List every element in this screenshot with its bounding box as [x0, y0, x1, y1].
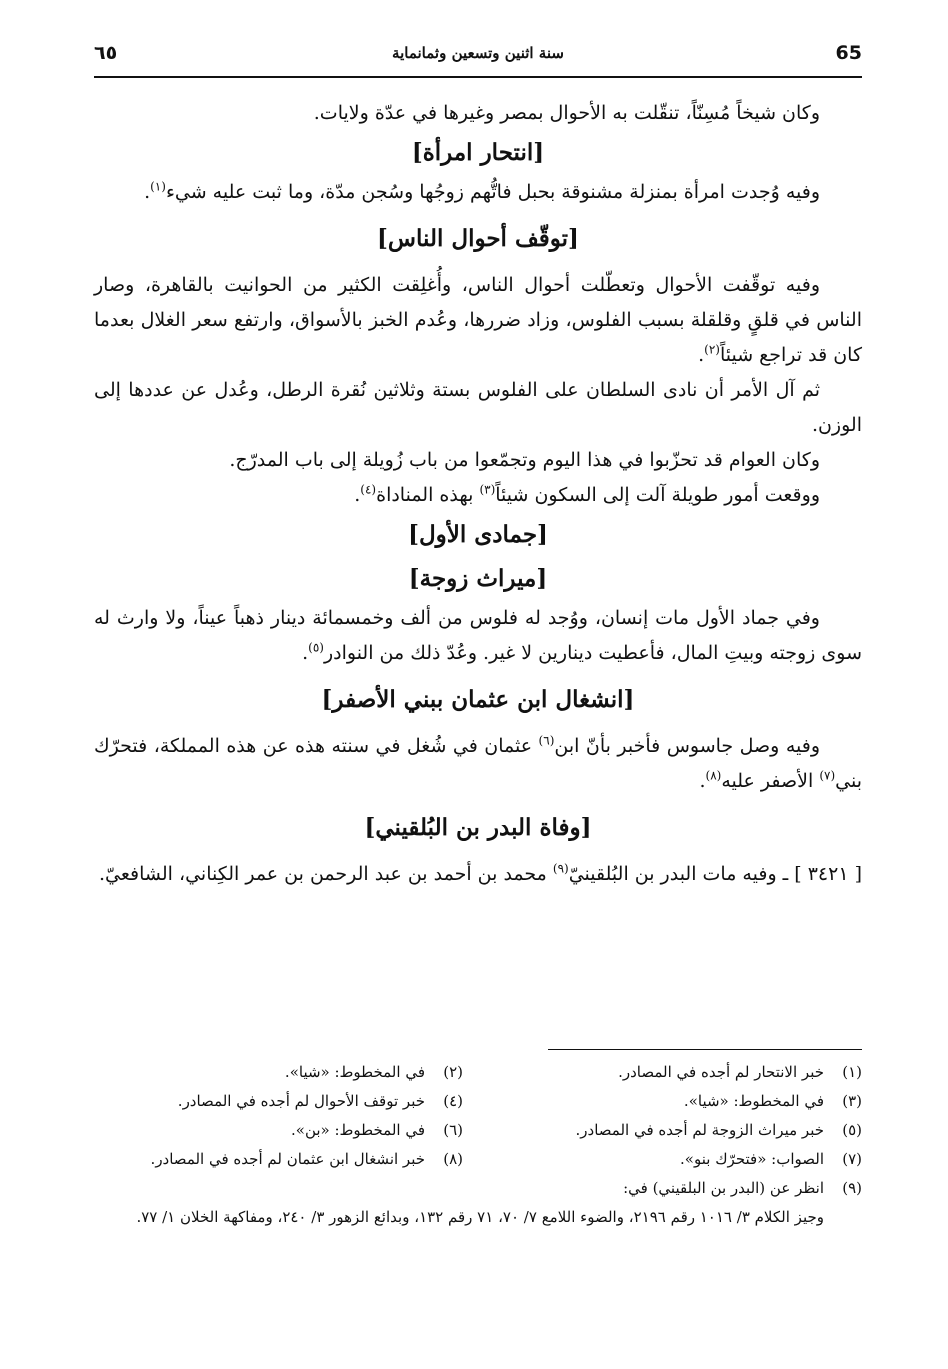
- footnote-4: (٤)خبر توقف الأحوال لم أجده في المصادر.: [177, 1092, 463, 1110]
- running-title: سنة اثنين وتسعين وثمانماية: [392, 44, 564, 62]
- footnote-1: (١)خبر الانتحار لم أجده في المصادر.: [618, 1063, 862, 1081]
- footnote-3: (٣)في المخطوط: «شيا».: [683, 1092, 862, 1110]
- heading-ibn-uthman: [انشغال ابن عثمان ببني الأصفر]: [321, 686, 635, 713]
- paragraph-1: وكان شيخاً مُسِنّاً، تنقّلت به الأحوال بمصر وغيرها في عدّة ولايات.: [313, 102, 820, 124]
- paragraph-4: ثم آل الأمر أن نادى السلطان على الفلوس بستة وثلاثين نُقرة الرطل، وعُدل عن عددها إلى الوزن.: [94, 379, 862, 436]
- footnote-ref-5[interactable]: (٥): [308, 640, 324, 655]
- footnote-ref-8[interactable]: (٨): [705, 768, 722, 783]
- footnote-5: (٥)خبر ميراث الزوجة لم أجده في المصادر.: [575, 1121, 862, 1139]
- footnote-ref-1[interactable]: (١): [150, 179, 166, 194]
- paragraph-2: وفيه وُجدت امرأة بمنزلة مشنوقة بحبل فاتُّهم زوجُها وسُجن مدّة، وما ثبت عليه شيء$^{(١)}$.: [144, 179, 820, 203]
- footnote-7: (٧)الصواب: «فتحرّك بنو».: [680, 1150, 862, 1168]
- heading-stoppage: [توقّف أحوال الناس]: [377, 225, 579, 252]
- footnote-6: (٦)في المخطوط: «بن».: [291, 1121, 463, 1139]
- footnote-grid: [94, 1058, 862, 1174]
- heading-death-badr: [وفاة البدر بن البُلقيني]: [364, 814, 592, 841]
- footnote-ref-2[interactable]: (٢): [704, 342, 720, 357]
- paragraph-7: وفي جماد الأول مات إنسان، ووُجد له فلوس من ألف وخمسمائة دينار ذهباً عيناً، ولا وارث له سوى زوجته وبيتِ المال، فأعطيت دينارين لا غير. وعُدّ ذلك من النوادر$^{(٥)}$.: [94, 607, 862, 664]
- heading-jumada: [جمادى الأول]: [408, 521, 548, 548]
- footnote-ref-6[interactable]: (٦): [538, 733, 555, 748]
- paragraph-9: [ ٣٤٢١ ] ـ وفيه مات البدر بن البُلقينيّ$^{(٩)}$ محمد بن أحمد بن عبد الرحمن بن عمر الكِناني، الشافعيّ.: [98, 861, 862, 885]
- footnote-separator: [548, 1049, 862, 1050]
- page-number-latin: 65: [835, 42, 862, 64]
- footnote-ref-9[interactable]: (٩): [552, 861, 569, 876]
- heading-woman-suicide: [انتحار امرأة]: [411, 139, 545, 166]
- footnote-ref-4[interactable]: (٤): [360, 482, 377, 497]
- footnote-9: (٩)انظر عن (البدر بن البلقيني) في: وجيز الكلام ٣/ ١٠١٦ رقم ٢١٩٦، والضوء اللامع ٧/ ٧٠، ٧١ رقم ١٣٢، وبدائع الزهور ٣/ ٢٤٠، ومفاكهة الخلان ١/ ٧٧.: [94, 1174, 862, 1232]
- paragraph-5: وكان العوام قد تحزّبوا في هذا اليوم وتجمّعوا من باب زُويلة إلى باب المدرّج.: [229, 449, 820, 471]
- footnotes: [94, 1058, 862, 1232]
- footnote-8: (٨)خبر انشغال ابن عثمان لم أجده في المصادر.: [150, 1150, 463, 1168]
- paragraph-3: وفيه توقّفت الأحوال وتعطّلت أحوال الناس، وأُغلِقت الكثير من الحوانيت بالقاهرة، وصار الناس في قلقٍ وقلقلة بسبب الفلوس، وزاد ضررها، وعُدم الخبز بالأسواق، وارتفع سعر الغلال بعدما كان قد تراجع شيئاً$^{(٢)}$.: [94, 274, 862, 366]
- footnote-ref-3[interactable]: (٣): [479, 482, 496, 497]
- footnote-ref-7[interactable]: (٧): [819, 768, 836, 783]
- paragraph-8: وفيه وصل جاسوس فأخبر بأنّ ابن$^{(٦)}$ عثمان في شُغل في سنته هذه عن هذه المملكة، فتحرّك بني$^{(٧)}$ الأصفر عليه$^{(٨)}$.: [94, 733, 862, 792]
- page-header: [94, 40, 862, 78]
- heading-inheritance: [ميراث زوجة]: [408, 565, 548, 592]
- paragraph-6: ووقعت أمور طويلة آلت إلى السكون شيئاً$^{(٣)}$ بهذه المناداة$^{(٤)}$.: [354, 482, 820, 506]
- footnote-2: (٢)في المخطوط: «شيا».: [284, 1063, 463, 1081]
- page-number-arabic: ٦٥: [94, 42, 118, 64]
- main-text: [94, 96, 862, 892]
- footnote-9-sources: وجيز الكلام ٣/ ١٠١٦ رقم ٢١٩٦، والضوء اللامع ٧/ ٧٠، ٧١ رقم ١٣٢، وبدائع الزهور ٣/ ٢٤٠، ومفاكهة الخلان ١/ ٧٧.: [136, 1208, 824, 1226]
